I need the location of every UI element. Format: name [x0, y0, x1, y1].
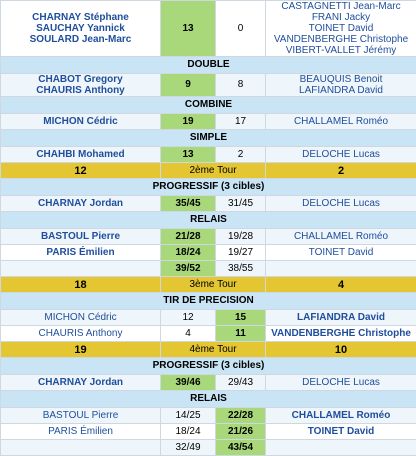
player-right [266, 74, 416, 97]
section-title: TIR DE PRECISION [1, 293, 416, 310]
player-name: VANDENBERGHE Christophe [268, 34, 414, 45]
player-left [1, 310, 161, 326]
player-name: FRANI Jacky [268, 12, 414, 23]
player-right [266, 440, 416, 456]
score-right: 2 [216, 147, 266, 163]
section-title: RELAIS [1, 391, 416, 408]
score-right: 17 [216, 114, 266, 130]
score-right: 19/28 [216, 229, 266, 245]
section-header [1, 293, 416, 310]
player-right [266, 261, 416, 277]
section-title: PROGRESSIF (3 cibles) [1, 179, 416, 196]
score-left: 39/52 [161, 261, 216, 277]
round-summary-row [1, 277, 416, 293]
player-left [1, 424, 161, 440]
round-score-left: 18 [1, 277, 161, 293]
player-name: VIBERT-VALLET Jérémy [268, 45, 414, 56]
score-left: 35/45 [161, 196, 216, 212]
score-right: 0 [216, 1, 266, 57]
results-body [1, 1, 416, 456]
score-right: 29/43 [216, 375, 266, 391]
score-right: 22/28 [216, 408, 266, 424]
player-right [266, 1, 416, 57]
section-title: SIMPLE [1, 130, 416, 147]
player-right [266, 196, 416, 212]
player-name: LAFIANDRA David [268, 85, 414, 96]
player-name: CASTAGNETTI Jean-Marc [268, 1, 414, 12]
score-right: 15 [216, 310, 266, 326]
player-name: BEAUQUIS Benoit [268, 74, 414, 85]
match-row [1, 261, 416, 277]
player-left [1, 261, 161, 277]
round-score-left: 19 [1, 342, 161, 358]
player-name: CHALLAMEL Roméo [268, 231, 414, 243]
player-name: BASTOUL Pierre [3, 410, 158, 422]
section-header [1, 212, 416, 229]
player-left [1, 245, 161, 261]
match-row [1, 229, 416, 245]
player-name: MICHON Cédric [3, 312, 158, 324]
round-score-right: 2 [266, 163, 416, 179]
player-name: CHAURIS Anthony [3, 85, 158, 96]
score-left: 12 [161, 310, 216, 326]
player-name: DELOCHE Lucas [268, 377, 414, 389]
match-row [1, 310, 416, 326]
section-title: COMBINE [1, 97, 416, 114]
section-header [1, 179, 416, 196]
match-row [1, 245, 416, 261]
player-name: CHARNAY Jordan [3, 377, 158, 389]
score-left: 9 [161, 74, 216, 97]
match-row [1, 74, 416, 97]
player-name: DELOCHE Lucas [268, 198, 414, 210]
player-left [1, 440, 161, 456]
player-left [1, 375, 161, 391]
player-name: MICHON Cédric [3, 116, 158, 128]
round-label: 4ème Tour [161, 342, 266, 358]
player-right [266, 114, 416, 130]
match-row [1, 196, 416, 212]
section-header [1, 391, 416, 408]
player-right [266, 424, 416, 440]
player-right [266, 375, 416, 391]
player-name: CHARNAY Jordan [3, 198, 158, 210]
score-left: 18/24 [161, 424, 216, 440]
round-summary-row [1, 163, 416, 179]
player-name: BASTOUL Pierre [3, 231, 158, 243]
round-score-right: 10 [266, 342, 416, 358]
round-score-left: 12 [1, 163, 161, 179]
section-title: DOUBLE [1, 57, 416, 74]
player-name: CHAURIS Anthony [3, 328, 158, 340]
score-left: 19 [161, 114, 216, 130]
score-left: 13 [161, 147, 216, 163]
match-row [1, 114, 416, 130]
player-name: CHABOT Gregory [3, 74, 158, 85]
player-name: SOULARD Jean-Marc [3, 34, 158, 45]
player-right [266, 326, 416, 342]
player-name: CHALLAMEL Roméo [268, 410, 414, 422]
player-name: CHAHBI Mohamed [3, 149, 158, 161]
player-left [1, 74, 161, 97]
player-left [1, 1, 161, 57]
section-header [1, 57, 416, 74]
player-name: CHARNAY Stéphane [3, 12, 158, 23]
score-right: 19/27 [216, 245, 266, 261]
match-row [1, 1, 416, 57]
player-right [266, 229, 416, 245]
player-name: CHALLAMEL Roméo [268, 116, 414, 128]
player-name: LAFIANDRA David [268, 312, 414, 324]
player-left [1, 326, 161, 342]
score-right: 43/54 [216, 440, 266, 456]
score-right: 11 [216, 326, 266, 342]
player-name: PARIS Émilien [3, 426, 158, 438]
player-left [1, 147, 161, 163]
score-left: 14/25 [161, 408, 216, 424]
round-score-right: 4 [266, 277, 416, 293]
match-row [1, 147, 416, 163]
score-left: 4 [161, 326, 216, 342]
player-right [266, 147, 416, 163]
section-header [1, 130, 416, 147]
section-header [1, 97, 416, 114]
player-right [266, 245, 416, 261]
player-name: TOINET David [268, 247, 414, 259]
score-right: 21/26 [216, 424, 266, 440]
player-name: SAUCHAY Yannick [3, 23, 158, 34]
player-name: VANDENBERGHE Christophe [268, 328, 414, 340]
score-left: 32/49 [161, 440, 216, 456]
match-row [1, 326, 416, 342]
score-left: 13 [161, 1, 216, 57]
player-name: PARIS Émilien [3, 247, 158, 259]
player-right [266, 310, 416, 326]
score-left: 21/28 [161, 229, 216, 245]
player-name: DELOCHE Lucas [268, 149, 414, 161]
player-name: TOINET David [268, 23, 414, 34]
round-summary-row [1, 342, 416, 358]
round-label: 3ème Tour [161, 277, 266, 293]
section-header [1, 358, 416, 375]
match-row [1, 424, 416, 440]
section-title: PROGRESSIF (3 cibles) [1, 358, 416, 375]
player-left [1, 196, 161, 212]
score-left: 18/24 [161, 245, 216, 261]
player-left [1, 229, 161, 245]
match-row [1, 440, 416, 456]
score-right: 31/45 [216, 196, 266, 212]
round-label: 2ème Tour [161, 163, 266, 179]
player-name: TOINET David [268, 426, 414, 438]
match-row [1, 375, 416, 391]
score-right: 8 [216, 74, 266, 97]
score-left: 39/46 [161, 375, 216, 391]
score-right: 38/55 [216, 261, 266, 277]
player-left [1, 114, 161, 130]
section-title: RELAIS [1, 212, 416, 229]
